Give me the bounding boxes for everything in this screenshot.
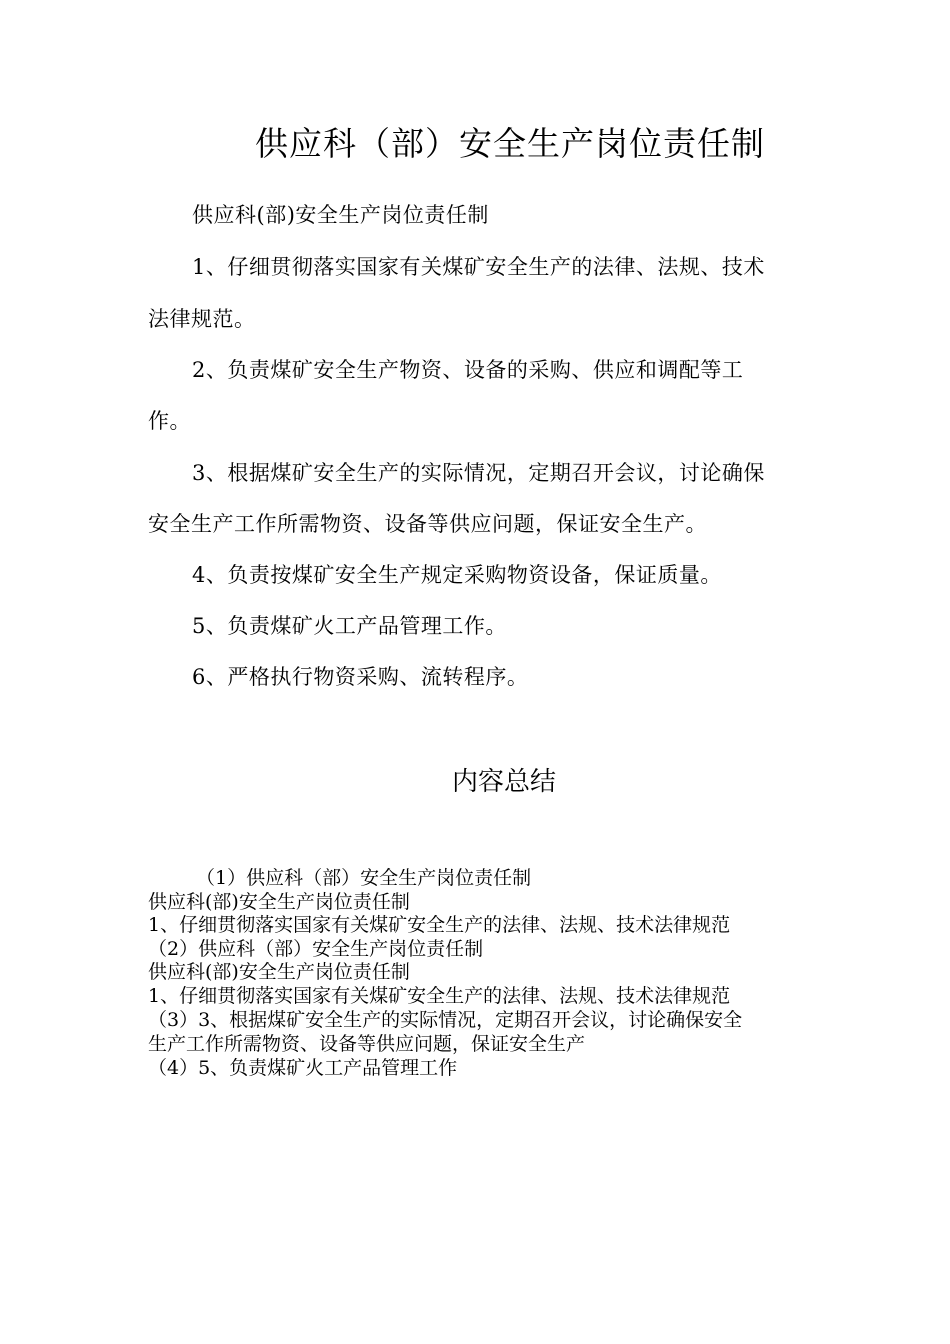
item-1-line-2: 法律规范。 (148, 307, 256, 331)
summary-line-1: （1）供应科（部）安全生产岗位责任制 (196, 867, 532, 889)
item-4-line-1: 4、负责按煤矿安全生产规定采购物资设备，保证质量。 (192, 563, 722, 587)
summary-line-2: 供应科(部)安全生产岗位责任制 (148, 891, 410, 913)
document-subtitle: 供应科(部)安全生产岗位责任制 (192, 203, 489, 227)
summary-line-4: （2）供应科（部）安全生产岗位责任制 (148, 938, 484, 960)
summary-title: 内容总结 (451, 767, 556, 797)
item-2-line-2: 作。 (148, 409, 191, 433)
item-1-line-1: 1、仔细贯彻落实国家有关煤矿安全生产的法律、法规、技术 (192, 255, 765, 279)
summary-line-8: 生产工作所需物资、设备等供应问题，保证安全生产 (148, 1033, 586, 1055)
summary-line-3: 1、仔细贯彻落实国家有关煤矿安全生产的法律、法规、技术法律规范 (148, 914, 731, 936)
summary-line-7: （3）3、根据煤矿安全生产的实际情况，定期召开会议，讨论确保安全 (148, 1009, 743, 1031)
item-3-line-2: 安全生产工作所需物资、设备等供应问题，保证安全生产。 (148, 512, 707, 536)
summary-line-5: 供应科(部)安全生产岗位责任制 (148, 961, 410, 983)
summary-line-9: （4）5、负责煤矿火工产品管理工作 (148, 1057, 458, 1079)
item-5-line-1: 5、负责煤矿火工产品管理工作。 (192, 614, 507, 638)
item-3-line-1: 3、根据煤矿安全生产的实际情况，定期召开会议，讨论确保 (192, 461, 765, 485)
document-title: 供应科（部）安全生产岗位责任制 (255, 124, 765, 163)
item-6-line-1: 6、严格执行物资采购、流转程序。 (192, 665, 529, 689)
summary-line-6: 1、仔细贯彻落实国家有关煤矿安全生产的法律、法规、技术法律规范 (148, 985, 731, 1007)
item-2-line-1: 2、负责煤矿安全生产物资、设备的采购、供应和调配等工 (192, 358, 744, 382)
